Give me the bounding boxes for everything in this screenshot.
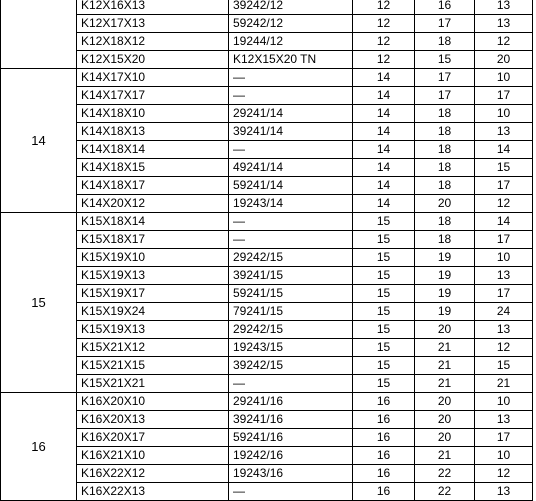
table-row — [1, 15, 533, 33]
cage-code-cell: 19243/14 — [229, 195, 353, 213]
cage-code-cell: 19244/12 — [229, 33, 353, 51]
cage-code-cell: 29242/15 — [229, 321, 353, 339]
bearing-designation-cell: K16X20X13 — [77, 411, 229, 429]
bearing-designation-cell: K16X22X12 — [77, 465, 229, 483]
bearing-designation-cell: K15X18X17 — [77, 231, 229, 249]
bearing-designation-cell: K14X20X12 — [77, 195, 229, 213]
table-row — [1, 69, 533, 87]
bearing-designation-cell: K14X17X10 — [77, 69, 229, 87]
bearing-designation-cell: K14X17X17 — [77, 87, 229, 105]
outer-dia-cell: 21 — [415, 339, 475, 357]
table-body — [1, 0, 533, 501]
bearing-designation-cell: K15X19X17 — [77, 285, 229, 303]
width-cell: 13 — [475, 483, 533, 501]
width-cell: 12 — [475, 195, 533, 213]
outer-dia-cell: 20 — [415, 411, 475, 429]
cage-code-cell: 39242/15 — [229, 357, 353, 375]
cage-code-cell: — — [229, 141, 353, 159]
table-row — [1, 159, 533, 177]
inner-dia-cell: 16 — [353, 411, 415, 429]
table-row — [1, 357, 533, 375]
inner-dia-cell: 12 — [353, 33, 415, 51]
width-cell: 14 — [475, 141, 533, 159]
outer-dia-cell: 17 — [415, 15, 475, 33]
group-size-cell: 15 — [1, 213, 77, 393]
table-row — [1, 465, 533, 483]
bearing-designation-cell: K14X18X17 — [77, 177, 229, 195]
width-cell: 12 — [475, 339, 533, 357]
bearing-designation-cell: K12X16X13 — [77, 0, 229, 15]
table-row — [1, 51, 533, 69]
bearing-designation-cell: K15X19X10 — [77, 249, 229, 267]
bearing-designation-cell: K16X21X10 — [77, 447, 229, 465]
bearing-designation-cell: K16X20X10 — [77, 393, 229, 411]
cage-code-cell: 29242/15 — [229, 249, 353, 267]
width-cell: 15 — [475, 159, 533, 177]
table-row — [1, 177, 533, 195]
bearing-designation-cell: K14X18X13 — [77, 123, 229, 141]
width-cell: 13 — [475, 411, 533, 429]
outer-dia-cell: 22 — [415, 465, 475, 483]
table-row — [1, 105, 533, 123]
table-row — [1, 231, 533, 249]
cage-code-cell: K12X15X20 TN — [229, 51, 353, 69]
group-size-cell: 14 — [1, 69, 77, 213]
inner-dia-cell: 15 — [353, 285, 415, 303]
width-cell: 13 — [475, 321, 533, 339]
inner-dia-cell: 15 — [353, 249, 415, 267]
cage-code-cell: 49241/14 — [229, 159, 353, 177]
cage-code-cell: — — [229, 69, 353, 87]
inner-dia-cell: 15 — [353, 375, 415, 393]
table-row — [1, 141, 533, 159]
cage-code-cell: 19243/16 — [229, 465, 353, 483]
group-size-cell: 16 — [1, 393, 77, 501]
bearing-designation-cell: K15X18X14 — [77, 213, 229, 231]
outer-dia-cell: 15 — [415, 51, 475, 69]
inner-dia-cell: 15 — [353, 339, 415, 357]
bearing-designation-cell: K15X21X21 — [77, 375, 229, 393]
bearing-designation-cell: K12X15X20 — [77, 51, 229, 69]
cage-code-cell: 19243/15 — [229, 339, 353, 357]
bearing-designation-cell: K14X18X14 — [77, 141, 229, 159]
table-row — [1, 339, 533, 357]
outer-dia-cell: 18 — [415, 123, 475, 141]
inner-dia-cell: 14 — [353, 159, 415, 177]
width-cell: 13 — [475, 15, 533, 33]
inner-dia-cell: 16 — [353, 393, 415, 411]
inner-dia-cell: 16 — [353, 447, 415, 465]
cage-code-cell: 29241/16 — [229, 393, 353, 411]
group-size-cell — [1, 0, 77, 69]
bearing-designation-cell: K15X19X13 — [77, 321, 229, 339]
cage-code-cell: — — [229, 213, 353, 231]
width-cell: 10 — [475, 69, 533, 87]
cage-code-cell: 39242/12 — [229, 0, 353, 15]
table-row — [1, 0, 533, 15]
outer-dia-cell: 18 — [415, 213, 475, 231]
outer-dia-cell: 21 — [415, 375, 475, 393]
bearing-designation-cell: K14X18X15 — [77, 159, 229, 177]
cage-code-cell: 39241/16 — [229, 411, 353, 429]
table-row — [1, 195, 533, 213]
outer-dia-cell: 21 — [415, 447, 475, 465]
bearing-designation-cell: K12X18X12 — [77, 33, 229, 51]
inner-dia-cell: 15 — [353, 213, 415, 231]
outer-dia-cell: 22 — [415, 483, 475, 501]
width-cell: 12 — [475, 33, 533, 51]
table-row — [1, 393, 533, 411]
width-cell: 10 — [475, 105, 533, 123]
outer-dia-cell: 16 — [415, 0, 475, 15]
width-cell: 14 — [475, 213, 533, 231]
outer-dia-cell: 19 — [415, 303, 475, 321]
inner-dia-cell: 14 — [353, 141, 415, 159]
width-cell: 17 — [475, 285, 533, 303]
table-row — [1, 267, 533, 285]
outer-dia-cell: 18 — [415, 141, 475, 159]
width-cell: 17 — [475, 231, 533, 249]
outer-dia-cell: 18 — [415, 33, 475, 51]
cage-code-cell: 39241/14 — [229, 123, 353, 141]
bearing-designation-cell: K12X17X13 — [77, 15, 229, 33]
table-row — [1, 375, 533, 393]
bearing-designation-cell: K16X20X17 — [77, 429, 229, 447]
table-row — [1, 447, 533, 465]
bearing-designation-cell: K15X21X12 — [77, 339, 229, 357]
inner-dia-cell: 15 — [353, 321, 415, 339]
cage-code-cell: 59241/16 — [229, 429, 353, 447]
table-row — [1, 87, 533, 105]
inner-dia-cell: 15 — [353, 357, 415, 375]
cage-code-cell: — — [229, 483, 353, 501]
cage-code-cell: 59241/14 — [229, 177, 353, 195]
width-cell: 17 — [475, 87, 533, 105]
outer-dia-cell: 17 — [415, 87, 475, 105]
inner-dia-cell: 14 — [353, 123, 415, 141]
outer-dia-cell: 18 — [415, 231, 475, 249]
outer-dia-cell: 19 — [415, 249, 475, 267]
inner-dia-cell: 12 — [353, 51, 415, 69]
outer-dia-cell: 18 — [415, 159, 475, 177]
inner-dia-cell: 14 — [353, 195, 415, 213]
outer-dia-cell: 20 — [415, 321, 475, 339]
width-cell: 10 — [475, 447, 533, 465]
table-row — [1, 285, 533, 303]
inner-dia-cell: 12 — [353, 15, 415, 33]
cage-code-cell: 79241/15 — [229, 303, 353, 321]
cage-code-cell: 39241/15 — [229, 267, 353, 285]
width-cell: 15 — [475, 357, 533, 375]
table-row — [1, 213, 533, 231]
cage-code-cell: 29241/14 — [229, 105, 353, 123]
outer-dia-cell: 20 — [415, 429, 475, 447]
width-cell: 10 — [475, 393, 533, 411]
inner-dia-cell: 12 — [353, 0, 415, 15]
bearing-designation-cell: K15X19X24 — [77, 303, 229, 321]
cage-code-cell: — — [229, 375, 353, 393]
cage-code-cell: — — [229, 231, 353, 249]
cage-code-cell: 59242/12 — [229, 15, 353, 33]
inner-dia-cell: 15 — [353, 231, 415, 249]
table-row — [1, 321, 533, 339]
outer-dia-cell: 17 — [415, 69, 475, 87]
width-cell: 17 — [475, 177, 533, 195]
inner-dia-cell: 14 — [353, 177, 415, 195]
inner-dia-cell: 14 — [353, 87, 415, 105]
table-row — [1, 303, 533, 321]
width-cell: 12 — [475, 465, 533, 483]
table-row — [1, 249, 533, 267]
width-cell: 20 — [475, 51, 533, 69]
outer-dia-cell: 18 — [415, 105, 475, 123]
table-row — [1, 429, 533, 447]
table-row — [1, 483, 533, 501]
cage-code-cell: — — [229, 87, 353, 105]
cage-code-cell: 59241/15 — [229, 285, 353, 303]
inner-dia-cell: 14 — [353, 105, 415, 123]
cage-code-cell: 19242/16 — [229, 447, 353, 465]
width-cell: 10 — [475, 249, 533, 267]
table-row — [1, 123, 533, 141]
inner-dia-cell: 16 — [353, 483, 415, 501]
bearing-designation-cell: K15X19X13 — [77, 267, 229, 285]
inner-dia-cell: 16 — [353, 465, 415, 483]
inner-dia-cell: 15 — [353, 267, 415, 285]
outer-dia-cell: 19 — [415, 285, 475, 303]
bearing-designation-cell: K14X18X10 — [77, 105, 229, 123]
outer-dia-cell: 18 — [415, 177, 475, 195]
bearing-designation-cell: K15X21X15 — [77, 357, 229, 375]
outer-dia-cell: 20 — [415, 393, 475, 411]
width-cell: 24 — [475, 303, 533, 321]
inner-dia-cell: 14 — [353, 69, 415, 87]
width-cell: 13 — [475, 123, 533, 141]
width-cell: 21 — [475, 375, 533, 393]
width-cell: 13 — [475, 267, 533, 285]
width-cell: 13 — [475, 0, 533, 15]
inner-dia-cell: 16 — [353, 429, 415, 447]
outer-dia-cell: 21 — [415, 357, 475, 375]
width-cell: 17 — [475, 429, 533, 447]
outer-dia-cell: 19 — [415, 267, 475, 285]
inner-dia-cell: 15 — [353, 303, 415, 321]
table-row — [1, 33, 533, 51]
bearing-designation-cell: K16X22X13 — [77, 483, 229, 501]
table-row — [1, 411, 533, 429]
outer-dia-cell: 20 — [415, 195, 475, 213]
